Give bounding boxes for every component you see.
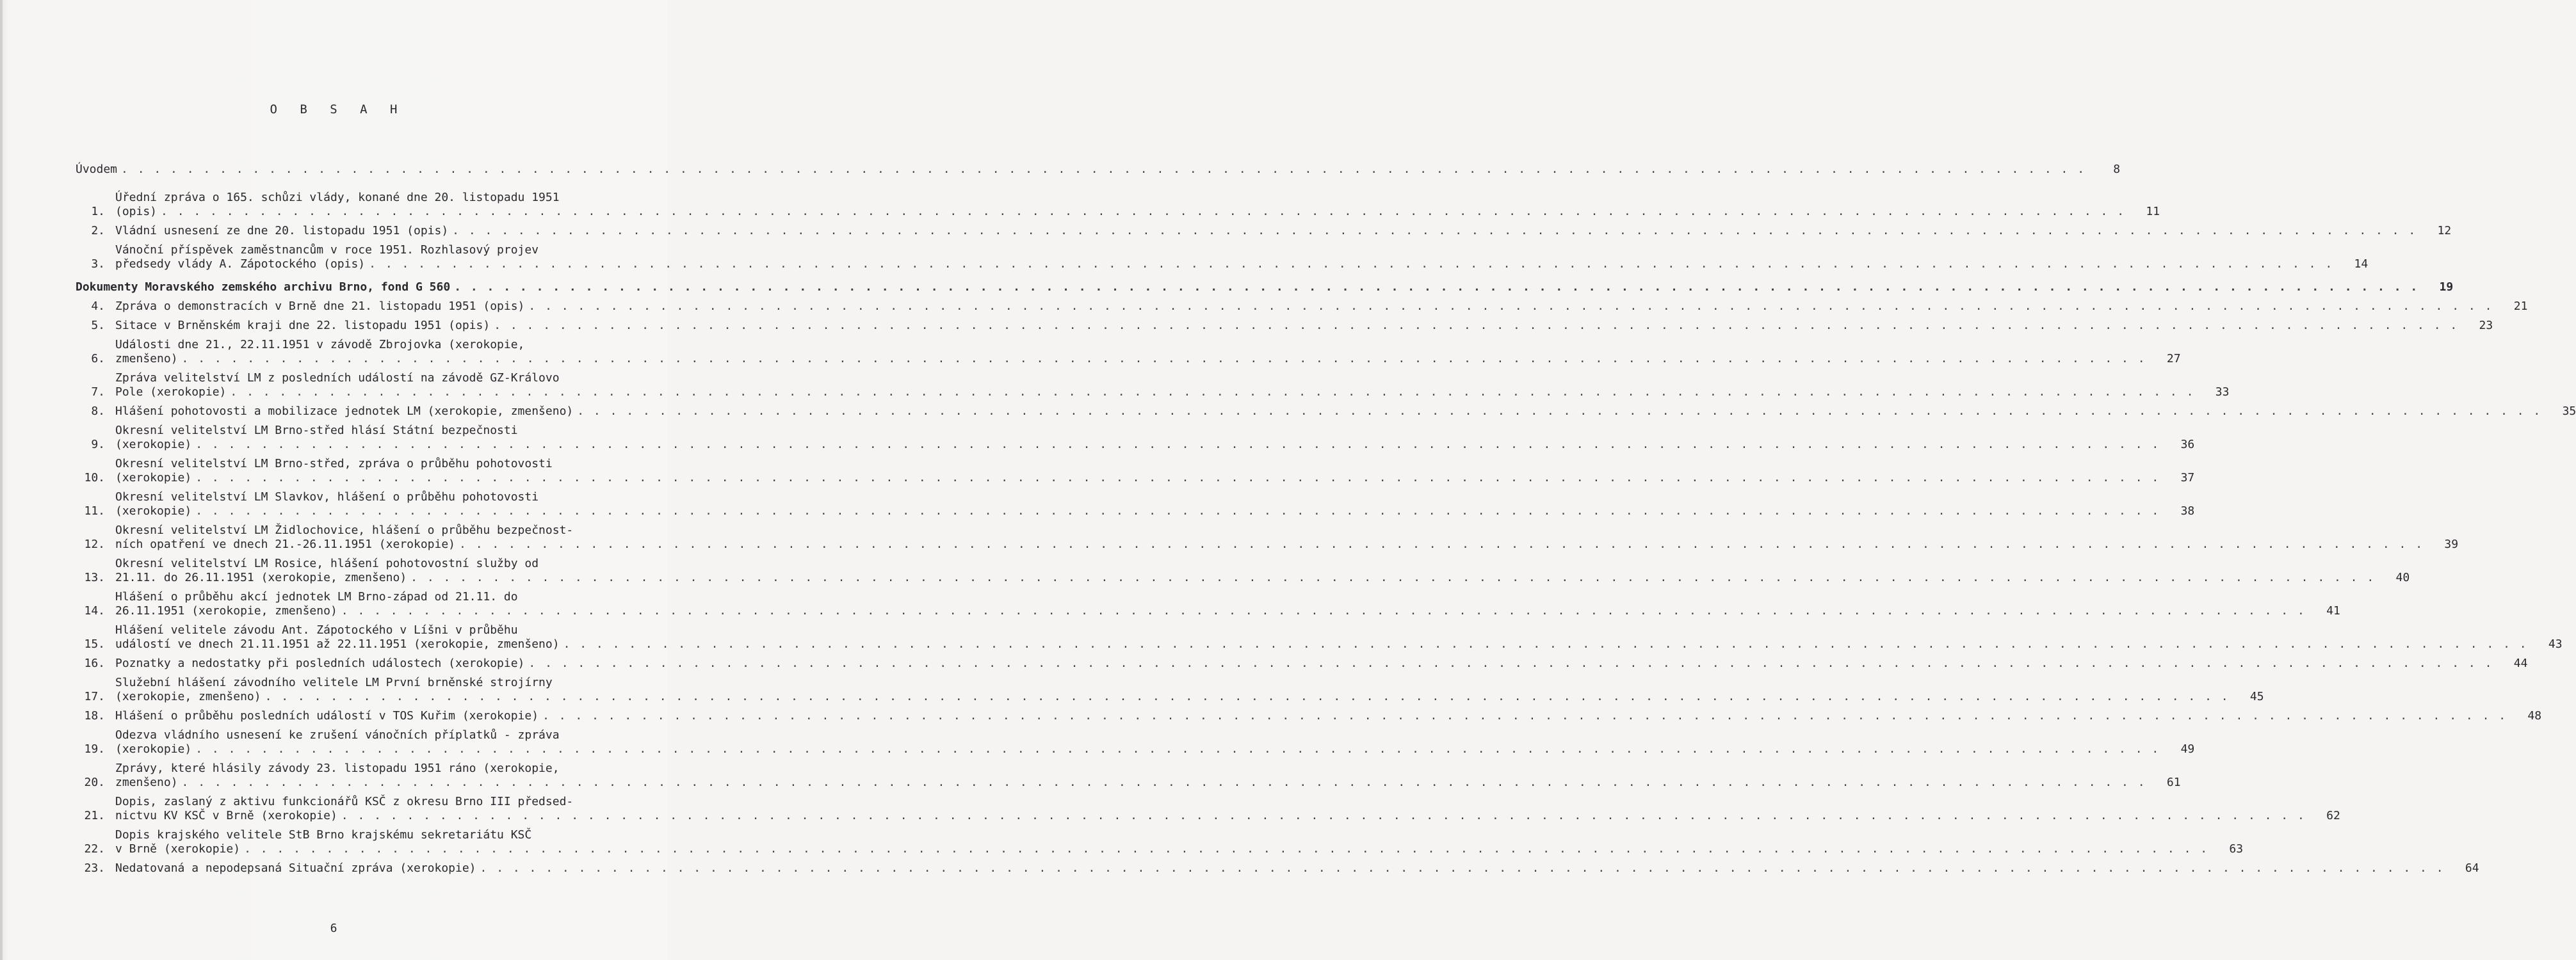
toc-entry [76, 828, 2244, 856]
toc-entry [76, 457, 2195, 485]
entry-title-line: Úvodem [76, 163, 118, 176]
leader-dots: . . . . . . . . . . . . . . . . . . . . . . . . . . . . . . . . . . . . . . . . . . . . . . . . . . . . . . . . . . . . . . . . . . . . . . . . . . . . . . . . . . . . . . . . . . . . . . . . . . . . . . . . . . . . . . . . . . . . . . . . [494, 319, 2459, 332]
entry-page-number: 43 [2548, 637, 2563, 651]
entry-number: 9. [91, 438, 105, 451]
entry-page-number: 63 [2229, 842, 2244, 856]
toc-entry [76, 300, 2528, 314]
entry-title-line: (xerokopie) [115, 438, 192, 451]
toc-entry [76, 319, 2493, 333]
entry-title-line: (xerokopie) [115, 742, 192, 756]
entry-title-line: Zprávy, které hlásily závody 23. listopadu 1951 ráno (xerokopie, [115, 762, 560, 775]
entry-page-number: 64 [2465, 861, 2479, 875]
entry-title-line: Zpráva o demonstracích v Brně dne 21. listopadu 1951 (opis) [115, 300, 525, 313]
entry-title-line: zmenšeno) [115, 352, 178, 365]
entry-page-number: 49 [2180, 742, 2195, 756]
leader-dots: . . . . . . . . . . . . . . . . . . . . . . . . . . . . . . . . . . . . . . . . . . . . . . . . . . . . . . . . . . . . . . . . . . . . . . . . . . . . . . . . . . . . . . . . . . . . . . . . . . . . . . . . . . . . . . . . . . . . . . . . [195, 504, 2160, 518]
leader-dots: . . . . . . . . . . . . . . . . . . . . . . . . . . . . . . . . . . . . . . . . . . . . . . . . . . . . . . . . . . . . . . . . . . . . . . . . . . . . . . . . . . . . . . . . . . . . . . . . . . . . . . . . . . . . . . . . . . . . . . . . [528, 300, 2493, 313]
entry-number: 18. [84, 709, 105, 723]
toc-entry [76, 728, 2195, 756]
entry-title-line: Služební hlášení závodního velitele LM První brněnské strojírny [115, 676, 553, 689]
toc-entry [76, 490, 2195, 518]
page-edge [0, 0, 3, 960]
leader-dots: . . . . . . . . . . . . . . . . . . . . . . . . . . . . . . . . . . . . . . . . . . . . . . . . . . . . . . . . . . . . . . . . . . . . . . . . . . . . . . . . . . . . . . . . . . . . . . . . . . . . . . . . . . . . . . . . . . . . . . . . [454, 280, 2419, 294]
entry-title-line: Okresní velitelství LM Židlochovice, hlášení o průběhu bezpečnost- [115, 524, 574, 537]
entry-page-number: 48 [2527, 709, 2542, 723]
entry-number: 2. [91, 224, 105, 237]
leader-dots: . . . . . . . . . . . . . . . . . . . . . . . . . . . . . . . . . . . . . . . . . . . . . . . . . . . . . . . . . . . . . . . . . . . . . . . . . . . . . . . . . . . . . . . . . . . . . . . . . . . . . . . . . . . . . . . . . . . . . . . . [341, 809, 2306, 822]
entry-title-line: Nedatovaná a nepodepsaná Situační zpráva (xerokopie) [115, 861, 476, 875]
entry-title-line: Dopis, zaslaný z aktivu funkcionářů KSČ z okresu Brno III předsed- [115, 795, 574, 808]
entry-page-number: 14 [2354, 257, 2369, 271]
toc-entry [76, 623, 2563, 652]
leader-dots: . . . . . . . . . . . . . . . . . . . . . . . . . . . . . . . . . . . . . . . . . . . . . . . . . . . . . . . . . . . . . . . . . . . . . . . . . . . . . . . . . . . . . . . . . . . . . . . . . . . . . . . . . . . . . . . . . . . . . . . . [410, 571, 2376, 584]
entry-title-line: v Brně (xerokopie) [115, 842, 241, 856]
leader-dots: . . . . . . . . . . . . . . . . . . . . . . . . . . . . . . . . . . . . . . . . . . . . . . . . . . . . . . . . . . . . . . . . . . . . . . . . . . . . . . . . . . . . . . . . . . . . . . . . . . . . . . . . . . . . . . . . . . . . . . . . [563, 637, 2528, 651]
entry-title-line: Okresní velitelství LM Slavkov, hlášení o průběhu pohotovosti [115, 490, 539, 504]
entry-number: 17. [84, 690, 105, 703]
entry-title-line: Okresní velitelství LM Brno-střed, zpráva o průběhu pohotovosti [115, 457, 553, 470]
leader-dots: . . . . . . . . . . . . . . . . . . . . . . . . . . . . . . . . . . . . . . . . . . . . . . . . . . . . . . . . . . . . . . . . . . . . . . . . . . . . . . . . . . . . . . . . . . . . . . . . . . . . . . . . . . . . . . . . . . . . . . . . [181, 776, 2146, 789]
entry-title-line: Hlášení o průběhu akcí jednotek LM Brno-západ od 21.11. do [115, 590, 518, 604]
entry-page-number: 35 [2562, 404, 2576, 418]
entry-title-line: Pole (xerokopie) [115, 385, 227, 399]
leader-dots: . . . . . . . . . . . . . . . . . . . . . . . . . . . . . . . . . . . . . . . . . . . . . . . . . . . . . . . . . . . . . . . . . . . . . . . . . . . . . . . . . . . . . . . . . . . . . . . . . . . . . . . . . . . . . . . . . . . . . . . . [542, 709, 2507, 723]
table-of-contents [76, 163, 2576, 881]
page-number: 6 [330, 922, 337, 935]
leader-dots: . . . . . . . . . . . . . . . . . . . . . . . . . . . . . . . . . . . . . . . . . . . . . . . . . . . . . . . . . . . . . . . . . . . . . . . . . . . . . . . . . . . . . . . . . . . . . . . . . . . . . . . . . . . . . . . . . . . . . . . . [264, 690, 2230, 703]
entry-number: 23. [84, 861, 105, 875]
entry-title-line: Vládní usnesení ze dne 20. listopadu 1951 (opis) [115, 224, 449, 237]
toc-entry [76, 371, 2230, 399]
leader-dots: . . . . . . . . . . . . . . . . . . . . . . . . . . . . . . . . . . . . . . . . . . . . . . . . . . . . . . . . . . . . . . . . . . . . . . . . . . . . . . . . . . . . . . . . . . . . . . . . . . . . . . . . . . . . . . . . . . . . . . . . [195, 471, 2160, 484]
entry-number: 15. [84, 637, 105, 651]
entry-title-line: událostí ve dnech 21.11.1951 až 22.11.1951 (xerokopie, zmenšeno) [115, 637, 560, 651]
leader-dots: . . . . . . . . . . . . . . . . . . . . . . . . . . . . . . . . . . . . . . . . . . . . . . . . . . . . . . . . . . . . . . . . . . . . . . . . . . . . . . . . . . . . . . . . . . . . . . . . . . . . . . . . . . . . . . . . . . . . . . . . [121, 163, 2086, 176]
page-title: O B S A H [270, 102, 405, 116]
leader-dots: . . . . . . . . . . . . . . . . . . . . . . . . . . . . . . . . . . . . . . . . . . . . . . . . . . . . . . . . . . . . . . . . . . . . . . . . . . . . . . . . . . . . . . . . . . . . . . . . . . . . . . . . . . . . . . . . . . . . . . . . [480, 861, 2445, 875]
entry-page-number: 19 [2439, 280, 2454, 294]
entry-number: 3. [91, 257, 105, 271]
entry-title-line: (xerokopie) [115, 471, 192, 484]
leader-dots: . . . . . . . . . . . . . . . . . . . . . . . . . . . . . . . . . . . . . . . . . . . . . . . . . . . . . . . . . . . . . . . . . . . . . . . . . . . . . . . . . . . . . . . . . . . . . . . . . . . . . . . . . . . . . . . . . . . . . . . . [181, 352, 2146, 365]
entry-number: 21. [84, 809, 105, 822]
leader-dots: . . . . . . . . . . . . . . . . . . . . . . . . . . . . . . . . . . . . . . . . . . . . . . . . . . . . . . . . . . . . . . . . . . . . . . . . . . . . . . . . . . . . . . . . . . . . . . . . . . . . . . . . . . . . . . . . . . . . . . . . [244, 842, 2209, 856]
entry-title-line: (opis) [115, 205, 158, 218]
entry-title-line: Úřední zpráva o 165. schůzi vlády, konané dne 20. listopadu 1951 [115, 191, 560, 204]
entry-title-line: Hlášení o průběhu posledních událostí v TOS Kuřim (xerokopie) [115, 709, 539, 723]
entry-title-line: (xerokopie, zmenšeno) [115, 690, 261, 703]
entry-page-number: 8 [2113, 163, 2121, 176]
entry-page-number: 41 [2326, 604, 2340, 618]
toc-entry [76, 762, 2181, 790]
toc-entry [76, 861, 2479, 876]
toc-entry [76, 557, 2410, 585]
entry-title-line: Poznatky a nedostatky při posledních událostech (xerokopie) [115, 657, 525, 670]
entry-title-line: Sitace v Brněnském kraji dne 22. listopadu 1951 (opis) [115, 319, 490, 332]
entry-title-line: Okresní velitelství LM Rosice, hlášení pohotovostní služby od [115, 557, 539, 570]
entry-number: 16. [84, 657, 105, 670]
toc-entry [76, 709, 2542, 723]
entry-page-number: 21 [2513, 300, 2528, 313]
leader-dots: . . . . . . . . . . . . . . . . . . . . . . . . . . . . . . . . . . . . . . . . . . . . . . . . . . . . . . . . . . . . . . . . . . . . . . . . . . . . . . . . . . . . . . . . . . . . . . . . . . . . . . . . . . . . . . . . . . . . . . . . [195, 742, 2160, 756]
entry-title-line: Události dne 21., 22.11.1951 v závodě Zbrojovka (xerokopie, [115, 338, 525, 351]
toc-entry [76, 338, 2181, 366]
toc-entry [76, 191, 2160, 219]
entry-number: 14. [84, 604, 105, 618]
entry-title-line: Hlášení velitele závodu Ant. Zápotockého v Líšni v průběhu [115, 623, 518, 637]
entry-page-number: 61 [2166, 776, 2181, 789]
toc-entry [76, 657, 2528, 671]
entry-title-line: (xerokopie) [115, 504, 192, 518]
entry-number: 10. [84, 471, 105, 484]
entry-page-number: 40 [2395, 571, 2410, 584]
entry-title-line: ních opatření ve dnech 21.-26.11.1951 (xerokopie) [115, 538, 456, 551]
entry-number: 19. [84, 742, 105, 756]
entry-page-number: 38 [2180, 504, 2195, 518]
leader-dots: . . . . . . . . . . . . . . . . . . . . . . . . . . . . . . . . . . . . . . . . . . . . . . . . . . . . . . . . . . . . . . . . . . . . . . . . . . . . . . . . . . . . . . . . . . . . . . . . . . . . . . . . . . . . . . . . . . . . . . . . [161, 205, 2126, 218]
toc-entry [76, 424, 2195, 452]
entry-title-line: Vánoční příspěvek zaměstnancům v roce 1951. Rozhlasový projev [115, 243, 539, 257]
entry-number: 4. [91, 300, 105, 313]
toc-entry [76, 224, 2452, 238]
entry-number: 8. [91, 404, 105, 418]
leader-dots: . . . . . . . . . . . . . . . . . . . . . . . . . . . . . . . . . . . . . . . . . . . . . . . . . . . . . . . . . . . . . . . . . . . . . . . . . . . . . . . . . . . . . . . . . . . . . . . . . . . . . . . . . . . . . . . . . . . . . . . . [459, 538, 2424, 551]
entry-number: 20. [84, 776, 105, 789]
entry-title-line: Dokumenty Moravského zemského archivu Brno, fond G 560 [76, 280, 451, 294]
entry-number: 5. [91, 319, 105, 332]
toc-entry [76, 404, 2576, 419]
toc-entry [76, 795, 2340, 823]
toc-entry [76, 676, 2264, 704]
toc-section [76, 280, 2454, 294]
entry-number: 13. [84, 571, 105, 584]
entry-title-line: Dopis krajského velitele StB Brno krajskému sekretariátu KSČ [115, 828, 532, 842]
leader-dots: . . . . . . . . . . . . . . . . . . . . . . . . . . . . . . . . . . . . . . . . . . . . . . . . . . . . . . . . . . . . . . . . . . . . . . . . . . . . . . . . . . . . . . . . . . . . . . . . . . . . . . . . . . . . . . . . . . . . . . . . [528, 657, 2493, 670]
leader-dots: . . . . . . . . . . . . . . . . . . . . . . . . . . . . . . . . . . . . . . . . . . . . . . . . . . . . . . . . . . . . . . . . . . . . . . . . . . . . . . . . . . . . . . . . . . . . . . . . . . . . . . . . . . . . . . . . . . . . . . . . [195, 438, 2160, 451]
entry-page-number: 39 [2444, 538, 2459, 551]
leader-dots: . . . . . . . . . . . . . . . . . . . . . . . . . . . . . . . . . . . . . . . . . . . . . . . . . . . . . . . . . . . . . . . . . . . . . . . . . . . . . . . . . . . . . . . . . . . . . . . . . . . . . . . . . . . . . . . . . . . . . . . . [577, 404, 2542, 418]
entry-page-number: 44 [2513, 657, 2528, 670]
entry-number: 12. [84, 538, 105, 551]
entry-title-line: nictvu KV KSČ v Brně (xerokopie) [115, 809, 337, 822]
leader-dots: . . . . . . . . . . . . . . . . . . . . . . . . . . . . . . . . . . . . . . . . . . . . . . . . . . . . . . . . . . . . . . . . . . . . . . . . . . . . . . . . . . . . . . . . . . . . . . . . . . . . . . . . . . . . . . . . . . . . . . . . [230, 385, 2195, 399]
leader-dots: . . . . . . . . . . . . . . . . . . . . . . . . . . . . . . . . . . . . . . . . . . . . . . . . . . . . . . . . . . . . . . . . . . . . . . . . . . . . . . . . . . . . . . . . . . . . . . . . . . . . . . . . . . . . . . . . . . . . . . . . [369, 257, 2334, 271]
entry-title-line: zmenšeno) [115, 776, 178, 789]
entry-title-line: 26.11.1951 (xerokopie, zmenšeno) [115, 604, 337, 618]
entry-page-number: 62 [2326, 809, 2340, 822]
entry-page-number: 45 [2249, 690, 2264, 703]
entry-page-number: 12 [2437, 224, 2452, 237]
entry-number: 1. [91, 205, 105, 218]
entry-title-line: Okresní velitelství LM Brno-střed hlásí Státní bezpečnosti [115, 424, 518, 437]
leader-dots: . . . . . . . . . . . . . . . . . . . . . . . . . . . . . . . . . . . . . . . . . . . . . . . . . . . . . . . . . . . . . . . . . . . . . . . . . . . . . . . . . . . . . . . . . . . . . . . . . . . . . . . . . . . . . . . . . . . . . . . . [341, 604, 2306, 618]
entry-number: 6. [91, 352, 105, 365]
toc-entry [76, 243, 2369, 271]
entry-page-number: 33 [2215, 385, 2230, 399]
entry-title-line: Zpráva velitelství LM z posledních událostí na závodě GZ-Královo [115, 371, 560, 385]
entry-number: 22. [84, 842, 105, 856]
entry-page-number: 23 [2479, 319, 2493, 332]
leader-dots: . . . . . . . . . . . . . . . . . . . . . . . . . . . . . . . . . . . . . . . . . . . . . . . . . . . . . . . . . . . . . . . . . . . . . . . . . . . . . . . . . . . . . . . . . . . . . . . . . . . . . . . . . . . . . . . . . . . . . . . . [452, 224, 2417, 237]
entry-title-line: 21.11. do 26.11.1951 (xerokopie, zmenšeno) [115, 571, 407, 584]
entry-page-number: 11 [2146, 205, 2160, 218]
entry-number: 11. [84, 504, 105, 518]
entry-title-line: předsedy vlády A. Zápotockého (opis) [115, 257, 366, 271]
toc-entry [76, 590, 2340, 618]
toc-intro [76, 163, 2121, 177]
entry-title-line: Hlášení pohotovosti a mobilizace jednotek LM (xerokopie, zmenšeno) [115, 404, 574, 418]
entry-page-number: 36 [2180, 438, 2195, 451]
entry-title-line: Odezva vládního usnesení ke zrušení vánočních příplatků - zpráva [115, 728, 560, 742]
entry-page-number: 27 [2166, 352, 2181, 365]
toc-entry [76, 524, 2459, 552]
entry-page-number: 37 [2180, 471, 2195, 484]
entry-number: 7. [91, 385, 105, 399]
